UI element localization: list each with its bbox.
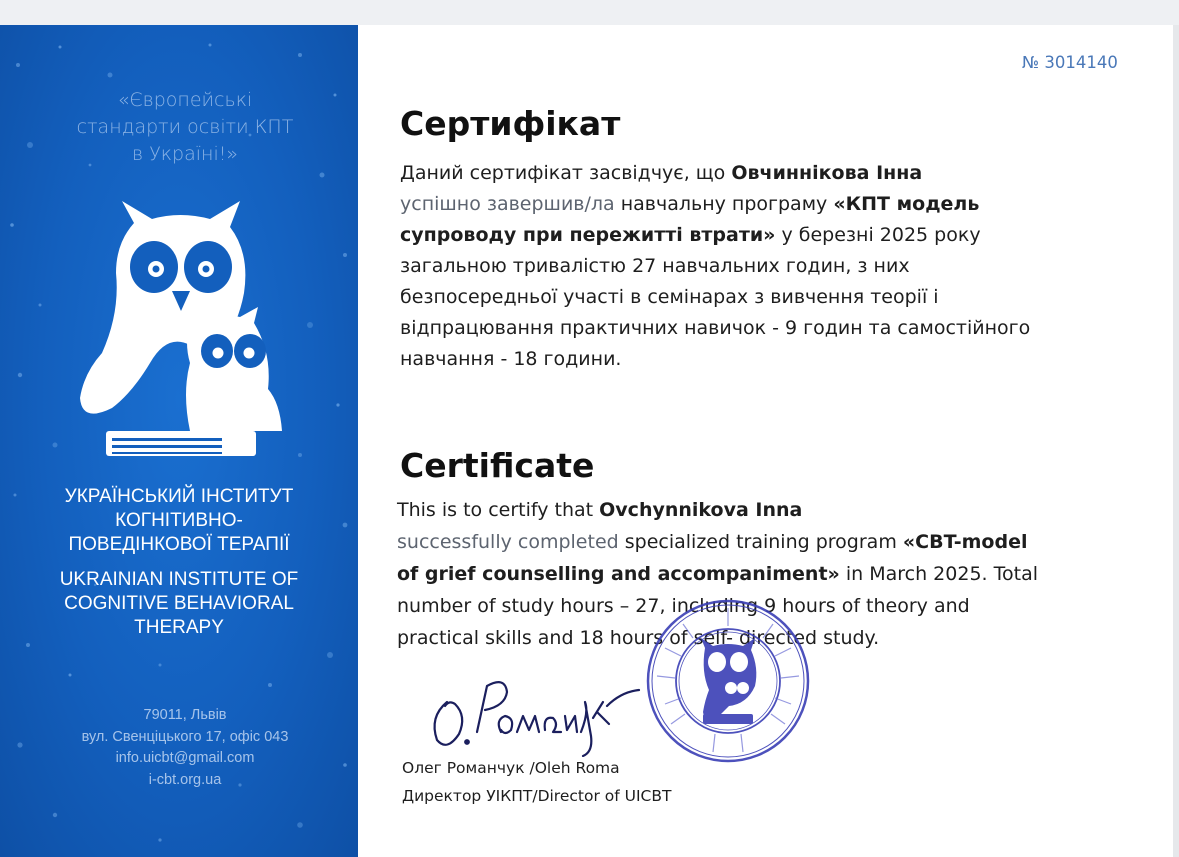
signature-icon [425, 672, 645, 757]
program-name-en: of grief counselling and accompaniment» [397, 563, 840, 585]
completion-phrase-en: successfully completed [397, 531, 619, 553]
slogan-line: стандарти освіти КПТ [76, 116, 294, 138]
signer-title: Директор УІКПТ/Director of UICBT [402, 787, 672, 805]
sheet-edge [1173, 25, 1179, 857]
text: загальною тривалістю 27 навчальних годин, з них [400, 255, 910, 277]
institute-ua-line: КОГНІТИВНО- [115, 510, 243, 531]
certificate-number: № 3014140 [1022, 53, 1118, 72]
recipient-name-ua: Овчиннікова Інна [731, 162, 923, 184]
text: This is to certify that [397, 499, 600, 521]
text: in March 2025. Total [839, 563, 1038, 585]
program-name-ua: «КПТ модель [833, 193, 980, 215]
institute-name-ua [20, 485, 338, 557]
institute-en-line: UKRAINIAN INSTITUTE OF [59, 569, 299, 590]
institute-name-en [20, 568, 338, 640]
institute-seal-icon [643, 596, 813, 766]
owl-on-books-icon [72, 193, 287, 458]
title-ua: Сертифікат [400, 104, 621, 143]
slogan-line: в Україні!» [132, 143, 238, 165]
signer-name: Олег Романчук /Oleh Roma [402, 759, 620, 777]
website-link[interactable]: i-cbt.org.ua [148, 771, 222, 788]
address-street: вул. Свенціцького 17, офіс 043 [81, 728, 289, 745]
text: specialized training program [618, 531, 903, 553]
institute-ua-line: ПОВЕДІНКОВОЇ ТЕРАПІЇ [68, 534, 290, 555]
institute-en-line: THERAPY [134, 617, 224, 638]
signer-block [402, 754, 671, 810]
title-en: Certificate [400, 446, 595, 485]
program-name-en: «CBT-model [902, 531, 1028, 553]
text: number of study hours – 27, including 9 hours of theory and [397, 595, 970, 617]
text: відпрацювання практичних навичок - 9 годин та самостійного [400, 317, 1031, 339]
body-ua [400, 158, 1030, 375]
program-name-ua: супроводу при пережитті втрати» [400, 224, 776, 246]
address-city: 79011, Львів [143, 707, 227, 723]
text: practical skills and 18 hours of self- directed study. [397, 627, 880, 649]
slogan [40, 87, 330, 168]
email-link[interactable]: info.uicbt@gmail.com [115, 750, 255, 766]
text: навчання - 18 години. [400, 348, 622, 370]
recipient-name-en: Ovchynnikova Inna [599, 499, 803, 521]
text: навчальну програму [614, 193, 834, 215]
institute-ua-line: УКРАЇНСЬКИЙ ІНСТИТУТ [64, 486, 294, 507]
text: безпосередньої участі в семінарах з вивчення теорії і [400, 286, 939, 308]
institute-en-line: COGNITIVE BEHAVIORAL [64, 593, 294, 614]
sidebar-panel [0, 25, 358, 857]
text: у березні 2025 року [775, 224, 981, 246]
text: Даний сертифікат засвідчує, що [400, 162, 732, 184]
completion-phrase-ua: успішно завершив/ла [400, 193, 615, 215]
slogan-line: «Європейські [117, 89, 253, 111]
contacts [30, 705, 340, 791]
